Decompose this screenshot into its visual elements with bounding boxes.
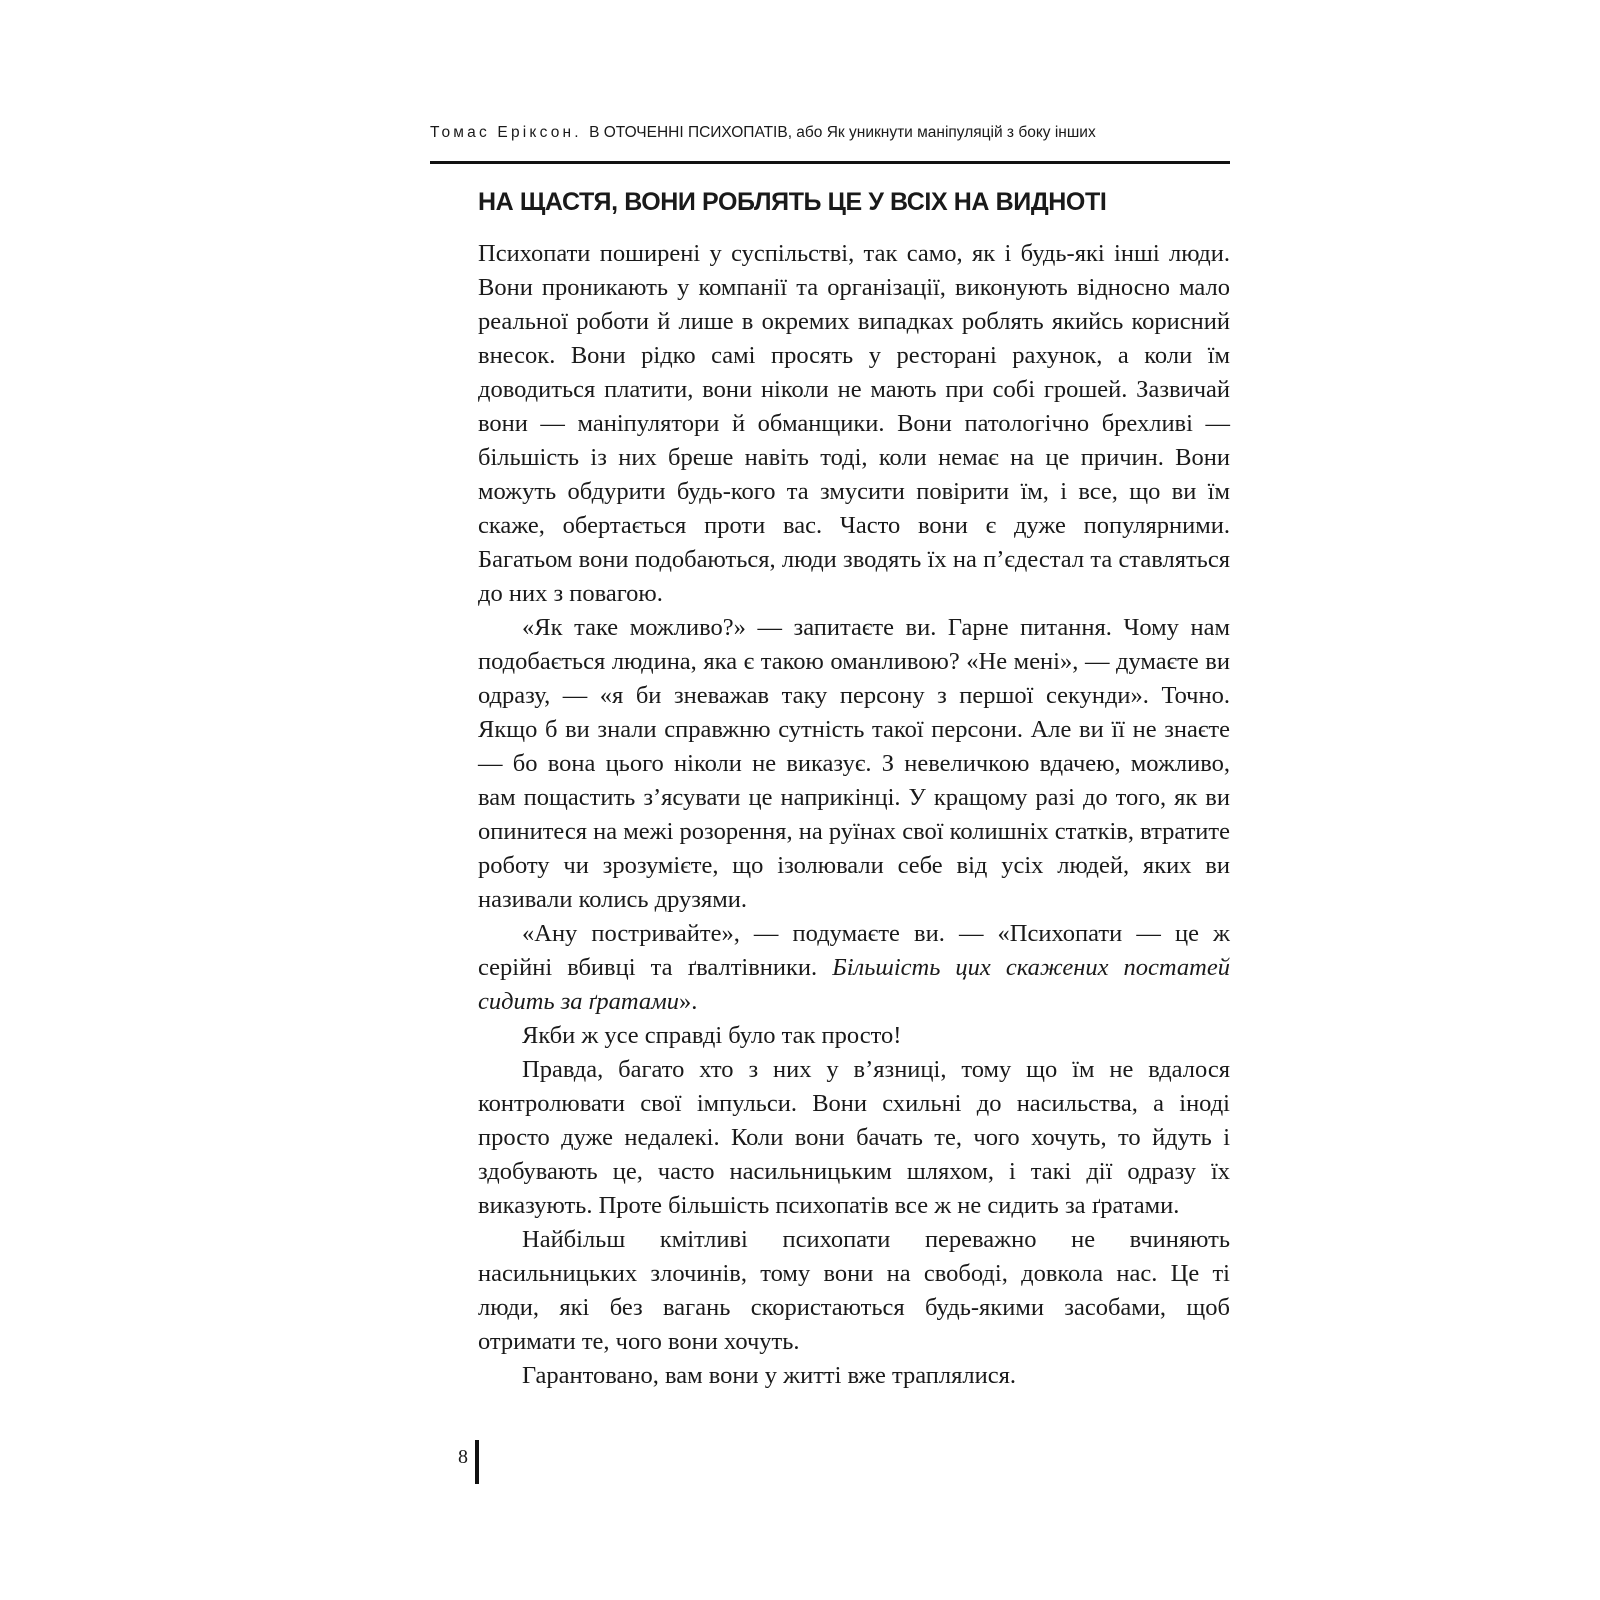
running-head-author: Томас Еріксон. bbox=[430, 124, 582, 141]
paragraph-3-italic: Більшість цих скажених постатей сидить за ґратами bbox=[478, 954, 1230, 1015]
paragraph-2: «Як таке можливо?» — запитаєте ви. Гарне питання. Чому нам подобається людина, яка є такою оманливою? «Не мені», — думаєте ви одразу, — «я би зневажав таку персону з першої секунди». Точно. Якщо б ви знали справжню сутність такої персони. Але ви її не знаєте — бо вона цього ніколи не виказує. З невеличкою вдачею, можливо, вам пощастить з’ясувати це наприкінці. У кращому разі до того, як ви опинитеся на межі розорення, на руїнах свої колишніх статків, втратите роботу чи зрозумієте, що ізолювали себе від усіх людей, яких ви називали колись друзями. bbox=[478, 614, 1230, 913]
paragraph-4: Якби ж усе справді було так просто! bbox=[522, 1022, 902, 1049]
body-text bbox=[478, 237, 1230, 1393]
paragraph-1: Психопати поширені у суспільстві, так само, як і будь-які інші люди. Вони проникають у компанії та організації, виконують відносно мало реальної роботи й лише в окремих випадках роблять якийсь корисний внесок. Вони рідко самі просять у ресторані рахунок, а коли їм доводиться платити, вони ніколи не мають при собі грошей. Зазвичай вони — маніпулятори й обманщики. Вони патологічно брехливі — більшість із них бреше навіть тоді, коли немає на це причин. Вони можуть обдурити будь-кого та змусити повірити їм, і все, що ви їм скаже, обертається проти вас. Часто вони є дуже популярними. Багатьом вони подобаються, люди зводять їх на п’єдестал та ставляться до них з повагою. bbox=[478, 240, 1230, 607]
page-number-bar bbox=[475, 1440, 479, 1484]
running-head-title: В ОТОЧЕННІ ПСИХОПАТІВ, або Як уникнути маніпуляцій з боку інших bbox=[589, 124, 1096, 141]
paragraph-3 bbox=[478, 917, 1230, 1019]
running-head bbox=[430, 124, 1230, 142]
paragraph-3-start: «Ану постривайте», — подумаєте ви. — «Психопати — це ж серійні вбивці та ґвалтівники. bbox=[478, 920, 1230, 981]
section-heading: НА ЩАСТЯ, ВОНИ РОБЛЯТЬ ЦЕ У ВСІХ НА ВИДНОТІ bbox=[478, 188, 1107, 216]
paragraph-6: Найбільш кмітливі психопати переважно не вчиняють насильницьких злочинів, тому вони на свободі, довкола нас. Це ті люди, які без вагань скористаються будь-якими засобами, щоб отримати те, чого вони хочуть. bbox=[478, 1226, 1230, 1355]
page-number: 8 bbox=[458, 1446, 468, 1468]
paragraph-7: Гарантовано, вам вони у житті вже траплялися. bbox=[522, 1362, 1017, 1389]
paragraph-3-end: ». bbox=[679, 988, 698, 1015]
header-rule bbox=[430, 161, 1230, 164]
paragraph-5: Правда, багато хто з них у в’язниці, тому що їм не вдалося контролювати свої імпульси. Вони схильні до насильства, а іноді просто дуже недалекі. Коли вони бачать те, чого хочуть, то йдуть і здобувають це, часто насильницьким шляхом, і такі дії одразу їх виказують. Проте більшість психопатів все ж не сидить за ґратами. bbox=[478, 1056, 1230, 1219]
